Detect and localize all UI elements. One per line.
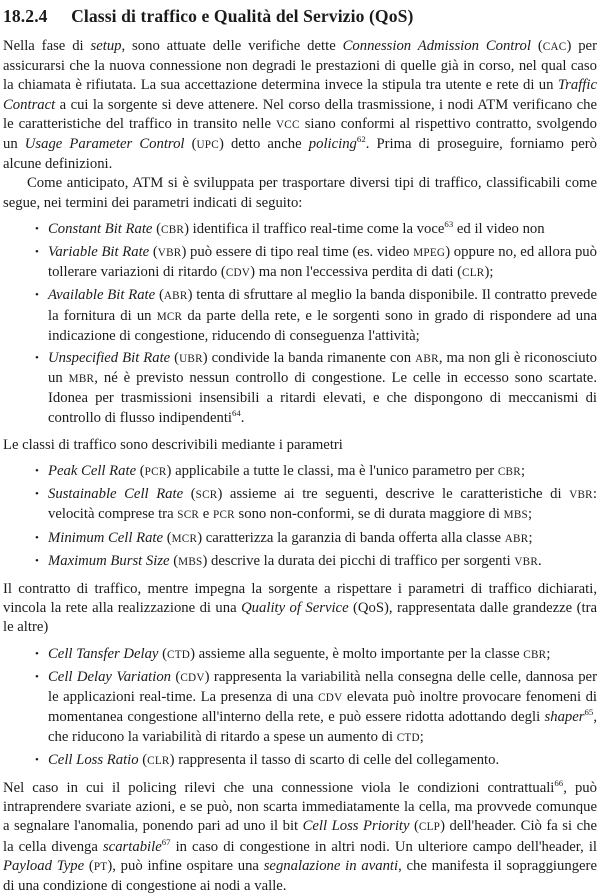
acronym-smallcaps: CDV xyxy=(225,267,251,280)
list-item xyxy=(48,645,597,665)
italic-text-run: Connession Admission Control xyxy=(342,38,531,54)
italic-text-run: Peak Cell Rate xyxy=(48,463,137,480)
text-run: siano conformi al rispettivo contratto, svolgendo un xyxy=(3,115,597,153)
list-item xyxy=(48,529,597,549)
italic-text-run: Minimum Cell Rate xyxy=(48,529,164,546)
list-item xyxy=(48,751,597,771)
section-title: Classi di traffico e Qualità del Servizio (QoS) xyxy=(71,6,414,26)
text-run: ( xyxy=(152,220,162,237)
text-run: ) per assicurarsi che la nuova connessione non degradi le prestazioni di quelle già in corso, nel qual caso la chiamata è rifiutata. La sua accettazione determina invece la stipula tra utente e rete di un xyxy=(3,38,597,94)
acronym-smallcaps: MBR xyxy=(68,373,95,386)
footnote-reference: 67 xyxy=(161,836,171,847)
text-run: ) dell'header. Ciò fa si che la cella divenga xyxy=(3,818,597,855)
list-item xyxy=(48,286,597,346)
italic-text-run: Usage Parameter Control xyxy=(24,136,185,153)
text-run: ) tenta di sfruttare al meglio la banda disponibile. Il contratto prevede la fornitura di un xyxy=(48,287,597,324)
italic-text-run: Unspecified Bit Rate xyxy=(48,350,171,367)
italic-text-run: Maximum Burst Size xyxy=(48,552,170,569)
text-run: : velocità comprese tra xyxy=(48,486,597,523)
acronym-smallcaps: PCR xyxy=(144,466,167,479)
text-run: ( xyxy=(184,136,197,153)
italic-text-run: shaper xyxy=(544,709,585,726)
footnote-reference: 66 xyxy=(554,778,564,789)
text-run: ( xyxy=(163,529,172,546)
text-run: . xyxy=(240,409,245,426)
acronym-smallcaps: PCR xyxy=(213,509,235,522)
paragraph xyxy=(3,779,597,896)
section-number: 18.2.4 xyxy=(3,6,48,26)
acronym-smallcaps: SCR xyxy=(195,489,218,502)
text-run: , sono attuate delle verifiche dette xyxy=(121,38,343,54)
text-run: ) rappresenta il tasso di scarto di celle del collegamento. xyxy=(169,751,500,768)
text-run: elevata può inoltre provocare fenomeni di momentanea congestione all'interno della rete, e può essere ridotta adottando degli xyxy=(48,689,597,726)
acronym-smallcaps: MCR xyxy=(156,310,183,323)
italic-text-run: Available Bit Rate xyxy=(48,287,156,304)
acronym-smallcaps: UBR xyxy=(179,353,203,366)
paragraph xyxy=(3,174,597,212)
acronym-smallcaps: CBR xyxy=(161,223,185,236)
paragraph xyxy=(3,37,597,174)
italic-text-run: Quality of Service xyxy=(241,600,349,617)
text-run: ( xyxy=(149,244,158,261)
text-run: ) rappresenta la variabilità nella consegna delle celle, dannosa per le applicazioni real-time. La presenza di una xyxy=(48,668,597,706)
acronym-smallcaps: ABR xyxy=(163,290,188,303)
text-run: sono non-conformi, se di durata maggiore di xyxy=(234,506,504,523)
text-run: ) assieme ai tre seguenti, descrive le caratteristiche di xyxy=(217,486,570,503)
list-item xyxy=(48,552,597,572)
acronym-smallcaps: VBR xyxy=(157,247,182,260)
list-item xyxy=(48,462,597,482)
text-run: ) ma non l'eccessiva perdita di dati ( xyxy=(250,264,462,281)
list-item xyxy=(48,349,597,428)
italic-text-run: setup xyxy=(90,38,122,54)
acronym-smallcaps: VBR xyxy=(569,489,593,502)
text-run: , può intraprendere svariate azioni, e se può, non scarta immediatamente la cella, ma provvede comunque a segnalare l'anomalia, ponendo pari ad uno il bit xyxy=(3,779,597,835)
italic-text-run: scartabile xyxy=(102,838,162,855)
footnote-reference: 63 xyxy=(444,218,454,229)
list-item xyxy=(48,220,597,240)
text-run: Come anticipato, ATM si è sviluppata per trasportare diversi tipi di traffico, classificabili come segue, nei termini dei parametri indicati di seguito: xyxy=(3,175,597,211)
section-heading xyxy=(3,5,597,27)
acronym-smallcaps: UPC xyxy=(196,139,219,152)
text-run: e xyxy=(199,506,213,523)
text-run: ) identifica il traffico real-time come la voce xyxy=(184,220,445,237)
acronym-smallcaps: CLR xyxy=(147,754,170,767)
text-run: ), può infine ospitare una xyxy=(107,857,264,874)
text-run: ) descrive la durata dei picchi di traffico per sorgenti xyxy=(202,552,515,569)
italic-text-run: Traffic Contract xyxy=(3,77,597,113)
text-run: Nel caso in cui il policing rilevi che una connessione viola le condizioni contrattuali xyxy=(3,779,555,796)
acronym-smallcaps: VCC xyxy=(276,118,300,131)
text-run: ( xyxy=(169,552,179,569)
text-run: ( xyxy=(530,38,543,54)
text-run: ; xyxy=(527,506,533,523)
italic-text-run: Sustainable Cell Rate xyxy=(48,486,184,503)
acronym-smallcaps: CDV xyxy=(180,671,205,684)
bullet-list xyxy=(3,462,597,572)
acronym-smallcaps: CBR xyxy=(497,466,521,479)
acronym-smallcaps: CDV xyxy=(318,692,343,705)
italic-text-run: Cell Tansfer Delay xyxy=(48,645,159,662)
list-item xyxy=(48,243,597,283)
text-run: ) caratterizza la garanzia di banda offerta alla classe xyxy=(197,529,505,546)
text-run: ; xyxy=(546,645,551,662)
text-run: Nella fase di xyxy=(3,38,91,54)
text-run: ) detto anche xyxy=(218,136,309,153)
footnote-reference: 64 xyxy=(231,407,241,418)
text-run: ( xyxy=(138,751,148,768)
acronym-smallcaps: MBS xyxy=(503,509,528,522)
acronym-smallcaps: MCR xyxy=(171,532,198,545)
text-run: . Prima di proseguire, forniamo però alcune definizioni. xyxy=(3,136,597,173)
acronym-smallcaps: CBR xyxy=(523,648,547,661)
italic-text-run: Variable Bit Rate xyxy=(48,244,150,261)
text-run: ; xyxy=(419,728,424,745)
text-run: ) assieme alla seguente, è molto importante per la classe xyxy=(190,645,524,662)
paragraph xyxy=(3,580,597,638)
text-run: , ma non gli è riconosciuto un xyxy=(48,350,598,387)
acronym-smallcaps: SCR xyxy=(177,509,200,522)
bullet-list xyxy=(3,645,597,771)
text-run: , che riducono la variabilità di ritardo a spese un aumento di xyxy=(48,709,597,745)
acronym-smallcaps: MPEG xyxy=(413,247,446,260)
acronym-smallcaps: ABR xyxy=(504,532,529,545)
text-run: ); xyxy=(484,264,494,281)
text-run: ) oppure no, ed allora può tollerare variazioni di ritardo ( xyxy=(48,244,597,281)
acronym-smallcaps: MBS xyxy=(178,555,203,568)
text-run: ) applicabile a tutte le classi, ma è l'unico parametro per xyxy=(166,463,498,480)
text-run: ; xyxy=(528,529,533,546)
text-run: , che manifesta il sopraggiungere di una condizione di congestione ai nodi a valle. xyxy=(3,857,597,894)
italic-text-run: Payload Type xyxy=(3,857,85,874)
acronym-smallcaps: ABR xyxy=(415,353,439,366)
text-run: ) condivide la banda rimanente con xyxy=(202,350,416,367)
acronym-smallcaps: VBR xyxy=(514,555,539,568)
italic-text-run: policing xyxy=(308,136,357,153)
acronym-smallcaps: CTD xyxy=(396,731,420,744)
text-run: ( xyxy=(170,350,180,367)
text-run: ( xyxy=(183,486,196,503)
text-run: . xyxy=(538,552,542,569)
text-run: ( xyxy=(136,463,145,480)
text-run: ( xyxy=(158,645,168,662)
acronym-smallcaps: CLP xyxy=(418,821,441,834)
footnote-reference: 62 xyxy=(356,134,366,145)
acronym-smallcaps: CTD xyxy=(167,648,191,661)
text-run: (QoS), rappresentata dalle grandezze (tra le altre) xyxy=(3,600,598,636)
text-run: da parte della rete, e le sorgenti sono in grado di rispondere ad una indicazione di congestione, riducendo di conseguenza l'attività; xyxy=(48,307,597,344)
acronym-smallcaps: PT xyxy=(93,860,108,873)
text-run: ( xyxy=(155,287,164,304)
italic-text-run: Constant Bit Rate xyxy=(48,220,153,237)
text-run: ; xyxy=(520,463,526,480)
text-run: a cui la sorgente si deve attenere. Nel corso della trasmissione, i nodi ATM verificano che le caratteristiche del traffico in transito nelle xyxy=(3,96,597,132)
italic-text-run: Cell Delay Variation xyxy=(48,668,172,685)
acronym-smallcaps: CAC xyxy=(542,41,567,53)
italic-text-run: Cell Loss Ratio xyxy=(48,751,139,768)
text-run: ) può essere di tipo real time (es. video xyxy=(181,244,414,261)
acronym-smallcaps: CLR xyxy=(462,267,485,280)
document-content xyxy=(3,37,597,896)
text-run: ( xyxy=(84,857,94,874)
text-run: ( xyxy=(409,818,419,835)
italic-text-run: segnalazione in avanti xyxy=(263,857,399,874)
text-run: Le classi di traffico sono descrivibili mediante i parametri xyxy=(3,436,343,453)
text-run: ed il video non xyxy=(453,220,545,237)
text-run: Il contratto di traffico, mentre impegna la sorgente a rispettare i parametri di traffico dichiarati, vincola la rete alla realizzazione di una xyxy=(3,581,597,617)
bullet-list xyxy=(3,220,597,428)
paragraph xyxy=(3,436,597,455)
footnote-reference: 65 xyxy=(584,707,594,718)
list-item xyxy=(48,485,597,525)
text-run: in caso di congestione in altri nodi. Un ulteriore campo dell'header, il xyxy=(170,838,597,855)
text-run: , né è previsto nessun controllo di congestione. Le celle in eccesso sono scartate. Idonea per trasmissioni insensibili a ritardi elevati, e che dispongono di meccanismi di controllo di flusso indipendenti xyxy=(48,370,598,426)
text-run: ( xyxy=(171,668,181,685)
list-item xyxy=(48,668,597,748)
italic-text-run: Cell Loss Priority xyxy=(302,818,410,835)
